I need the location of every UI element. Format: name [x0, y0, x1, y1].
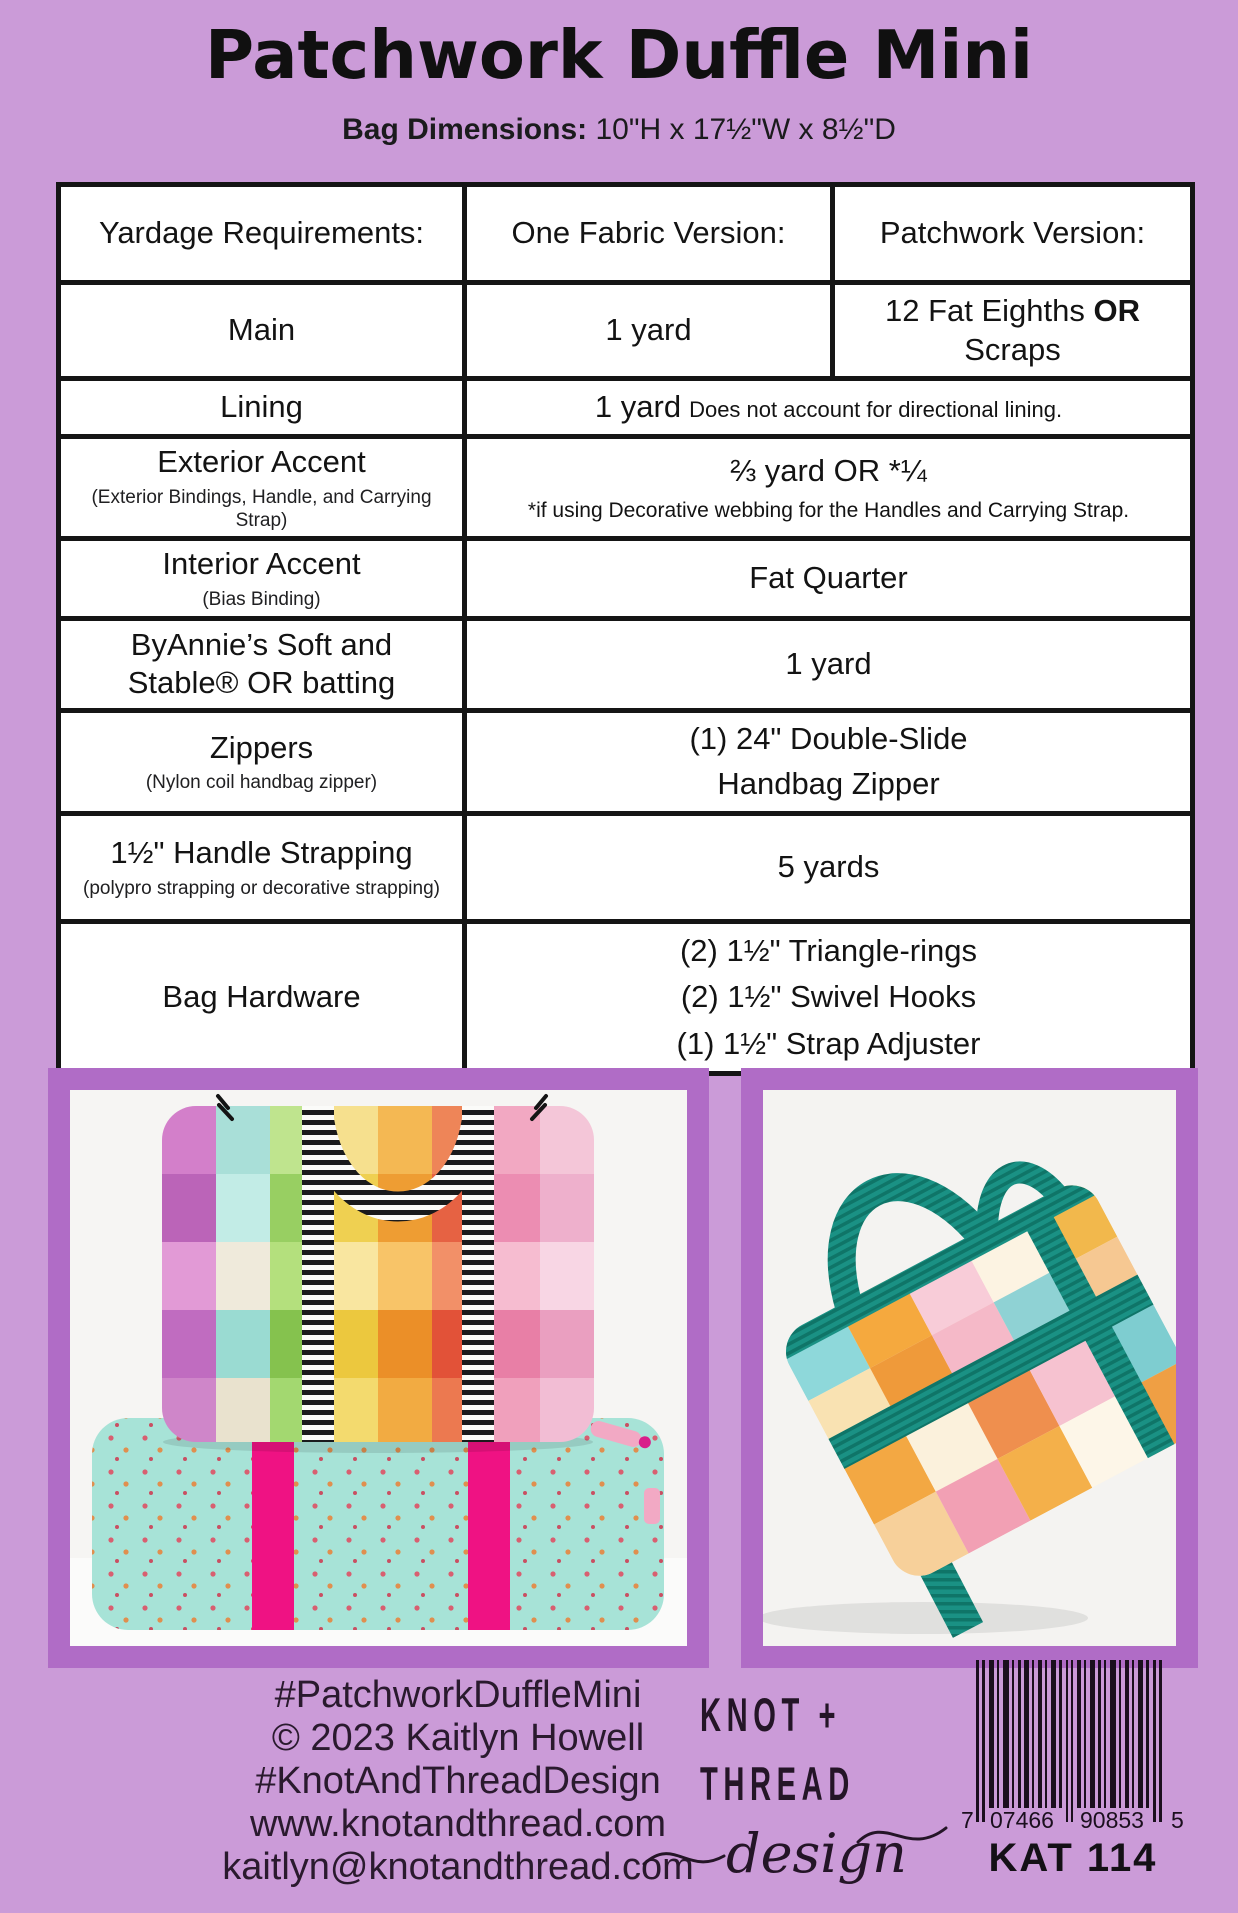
zippers-sublabel: (Nylon coil handbag zipper)	[145, 772, 378, 794]
lining-value-cell	[465, 379, 1193, 437]
barcode-digit-left: 7	[961, 1807, 974, 1833]
bag-dimensions	[0, 113, 1238, 147]
exterior-value-cell	[465, 437, 1193, 539]
header-patchwork-version: Patchwork Version:	[833, 185, 1193, 283]
yardage-table	[56, 182, 1195, 1076]
logo-thread: THREAD	[700, 1757, 855, 1810]
row-label-strapping	[59, 813, 465, 921]
hashtag-brand: #KnotAndThreadDesign	[255, 1760, 661, 1802]
strapping-sublabel: (polypro strapping or decorative strapping)	[83, 877, 440, 899]
strapping-label: 1½" Handle Strapping	[110, 834, 413, 870]
pattern-code: KAT 114	[988, 1836, 1158, 1880]
interior-label: Interior Accent	[162, 546, 361, 582]
exterior-value: ⅔ yard OR *¼	[730, 452, 927, 488]
main-one-fabric-value: 1 yard	[465, 283, 833, 379]
hardware-line-1: (2) 1½" Triangle-rings	[679, 932, 977, 968]
interior-sublabel: (Bias Binding)	[202, 589, 321, 611]
hardware-line-2: (2) 1½" Swivel Hooks	[680, 979, 977, 1015]
table-row-interior-accent	[59, 539, 1193, 619]
logo-design-script	[640, 1796, 950, 1900]
header-yardage-requirements: Yardage Requirements:	[59, 185, 465, 283]
table-row-byannie	[59, 618, 1193, 710]
page-title: Patchwork Duffle Mini	[205, 16, 1033, 94]
copyright: © 2023 Kaitlyn Howell	[271, 1717, 645, 1759]
table-header-row	[59, 185, 1193, 283]
row-label-exterior-accent	[59, 437, 465, 539]
lining-value: 1 yard	[594, 389, 682, 425]
exterior-note: *if using Decorative webbing for the Handles and Carrying Strap.	[527, 499, 1130, 523]
byannie-value-cell: 1 yard	[465, 618, 1193, 710]
table-row-hardware	[59, 921, 1193, 1074]
row-label-lining: Lining	[59, 379, 465, 437]
table-row-main	[59, 283, 1193, 379]
main-patchwork-or: OR	[1093, 292, 1140, 328]
barcode-group-2: 90853	[1080, 1807, 1144, 1833]
exterior-sublabel: (Exterior Bindings, Handle, and Carrying Strap)	[91, 486, 432, 531]
row-label-byannie: ByAnnie’s Soft and Stable® OR batting	[59, 618, 465, 710]
exterior-label: Exterior Accent	[157, 444, 366, 479]
main-patchwork-pre: 12 Fat Eighths	[884, 292, 1094, 328]
table-row-zippers	[59, 710, 1193, 813]
main-patchwork-value	[833, 283, 1193, 379]
interior-value-cell: Fat Quarter	[465, 539, 1193, 619]
table-row-strapping	[59, 813, 1193, 921]
zippers-label: Zippers	[209, 729, 314, 765]
teal-duffle-illustration	[763, 1090, 1176, 1646]
zippers-value-line2: Handbag Zipper	[717, 765, 940, 801]
hardware-line-3: (1) 1½" Strap Adjuster	[676, 1025, 981, 1061]
table-row-lining	[59, 379, 1193, 437]
barcode-group-1: 07466	[990, 1807, 1054, 1833]
bag-dimensions-label: Bag Dimensions:	[342, 113, 588, 146]
barcode-digit-right: 5	[1171, 1807, 1184, 1833]
row-label-interior-accent	[59, 539, 465, 619]
logo-knot: KNOT +	[700, 1688, 842, 1741]
logo-design-text: design	[726, 1822, 907, 1885]
lining-note: Does not account for directional lining.	[689, 397, 1063, 423]
zippers-value-line1: (1) 24" Double-Slide	[689, 720, 968, 756]
zippers-value-cell	[465, 710, 1193, 813]
row-label-zippers	[59, 710, 465, 813]
photo-stacked-duffles	[48, 1068, 709, 1668]
header-one-fabric-version: One Fabric Version:	[465, 185, 833, 283]
stacked-duffles-illustration	[70, 1090, 687, 1646]
hashtag-pattern: #PatchworkDuffleMini	[274, 1674, 642, 1716]
row-label-main: Main	[59, 283, 465, 379]
contact-email: kaitlyn@knotandthread.com	[222, 1846, 694, 1888]
hardware-value-cell	[465, 921, 1193, 1074]
table-row-exterior-accent	[59, 437, 1193, 539]
bag-dimensions-value: 10"H x 17½"W x 8½"D	[595, 113, 896, 146]
barcode-block	[960, 1658, 1186, 1881]
row-label-hardware: Bag Hardware	[59, 921, 465, 1074]
website-url: www.knotandthread.com	[249, 1803, 667, 1845]
strapping-value-cell: 5 yards	[465, 813, 1193, 921]
main-patchwork-scraps: Scraps	[964, 331, 1061, 367]
barcode-graphic	[960, 1658, 1186, 1834]
photo-teal-strap-duffle	[741, 1068, 1198, 1668]
